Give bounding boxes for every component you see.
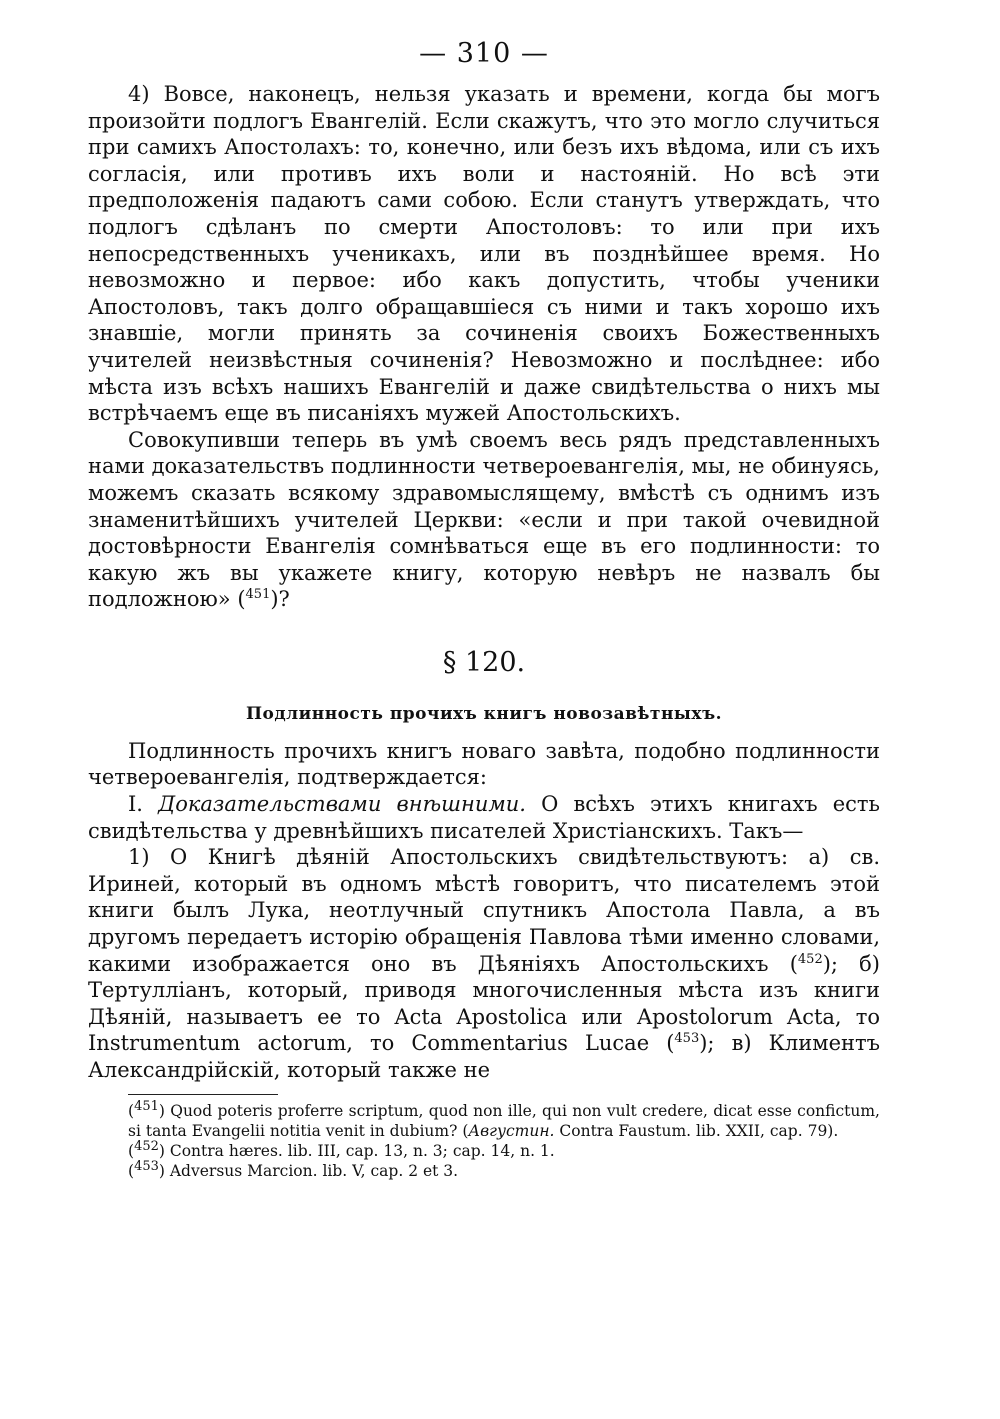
paragraph-4-text: О всѣхъ этихъ книгахъ есть свидѣтельства у древнѣйшихъ писателей Христіанскихъ. Такъ— [88,792,880,843]
paragraph-1: 4) Вовсе, наконецъ, нельзя указать и времени, когда бы могъ произойти подлогъ Евангелій. Если скажутъ, что это могло случиться при самихъ Апостолахъ: то, конечно, или безъ ихъ вѣдома, или съ ихъ согласія, или противъ ихъ воли и настояній. Но всѣ эти предположенія падаютъ сами собою. Если станутъ утверждать, что подлогъ сдѣланъ по смерти Апостоловъ: то или при ихъ непосредственныхъ ученикахъ, или въ позднѣйшее время. Но невозможно и первое: ибо какъ допустить, чтобы ученики Апостоловъ, такъ долго обращавшіеся съ ними и такъ хорошо ихъ знавшіе, могли принять за сочиненія своихъ Божественныхъ учителей неизвѣстныя сочиненія? Невозможно и послѣднее: ибо мѣста изъ всѣхъ нашихъ Евангелій и даже свидѣтельства о нихъ мы встрѣчаемъ еще въ писаніяхъ мужей Апостольскихъ. [88,82,880,426]
footnote-452-number: 452 [134,1138,159,1154]
paragraph-2-end: )? [270,587,290,612]
footnote-451-tail: Contra Faustum. lib. XXII, cap. 79). [554,1121,839,1140]
footnote-451-text: ) Quod poteris proferre scriptum, quod non ille, qui non vult credere, dicat esse confictum, si tanta Evangelii notitia venit in dubium? ( [128,1101,880,1140]
paragraph-5 [88,844,880,1083]
footnote-453-number: 453 [134,1158,159,1174]
page-number: — 310 — [419,38,549,69]
section-mark: § 120. [442,646,526,678]
footnote-451-number: 451 [134,1098,159,1114]
paragraph-3: Подлинность прочихъ книгъ новаго завѣта, подобно подлинности четвероевангелія, подтверждается: [88,738,880,790]
footnote-452-text: ) Contra hæres. lib. III, cap. 13, n. 3; cap. 14, n. 1. [158,1141,555,1160]
paragraph-2: Совокупивши теперь въ умѣ своемъ весь рядъ представленныхъ нами доказательствъ подлинности четвероевангелія, мы, не обинуясь, можемъ сказать всякому здравомыслящему, вмѣстѣ съ однимъ изъ знаменитѣйшихъ учителей Церкви: «если и при такой очевидной достовѣрности Евангелія сомнѣваться еще въ его подлинности: то какую жъ вы укажете книгу, которую невѣръ не назвалъ бы подложною» ($^{451}$)? [88,427,880,612]
paragraph-2-text: Совокупивши теперь въ умѣ своемъ весь рядъ представленныхъ нами доказательствъ подлинности четвероевангелія, мы, не обинуясь, можемъ сказать всякому здравомыслящему, вмѣстѣ съ однимъ изъ знаменитѣйшихъ учителей Церкви: «если и при такой очевидной достовѣрности Евангелія сомнѣваться еще въ его подлинности: то какую жъ вы укажете книгу, которую невѣръ не назвалъ бы подложною» [88,427,880,612]
paragraph-5-part-b: ); б) Тертулліанъ, который, приводя многочисленныя мѣста изъ книги Дѣяній, называетъ ее то Acta Apostolica или Apostolorum Acta, то Instrumentum actorum, то Commentarius Lucae ( [88,951,881,1056]
footnote-453: ($^{453}$) Adversus Marcion. lib. V, cap. 2 et 3. [128,1158,459,1180]
paragraph-4 [88,791,880,844]
paragraph-4-number: I. [128,792,143,817]
footnote-divider [128,1094,278,1095]
book-page [88,38,880,1181]
paragraph-5-part-c: ); в) Климентъ Александрійскій, который также не [88,1031,881,1082]
paragraph-5-part-a: 1) О Книгѣ дѣяній Апостольскихъ свидѣтельствуютъ: а) св. Ириней, который въ одномъ мѣстѣ говоритъ, что писателемъ этой книги былъ Лука, неотлучный спутникъ Апостола Павла, а въ другомъ передаетъ исторію обращенія Павлова тѣми именно словами, какими изображается оно въ Дѣяніяхъ Апостольскихъ ( [88,845,880,976]
footnote-451-italic: Августин. [468,1121,555,1140]
footnote-ref-452: 452 [797,951,823,967]
footnote-452: ($^{452}$) Contra hæres. lib. III, cap. 13, n. 3; cap. 14, n. 1. [128,1138,555,1160]
footnote-451: ($^{451}$) Quod poteris proferre scriptum, quod non ille, qui non vult credere, dicat esse confictum, si tanta Evangelii notitia venit in dubium? (Августин. Contra Faustum. lib. XXII, cap. 79). [128,1098,880,1140]
paragraph-4-italic: Доказательствами внѣшними. [158,792,526,817]
section-title: Подлинность прочихъ книгъ новозавѣтныхъ. [245,703,723,724]
footnote-ref-451: 451 [245,587,271,603]
footnote-453-text: ) Adversus Marcion. lib. V, cap. 2 et 3. [158,1161,459,1180]
footnote-ref-453: 453 [674,1031,700,1047]
